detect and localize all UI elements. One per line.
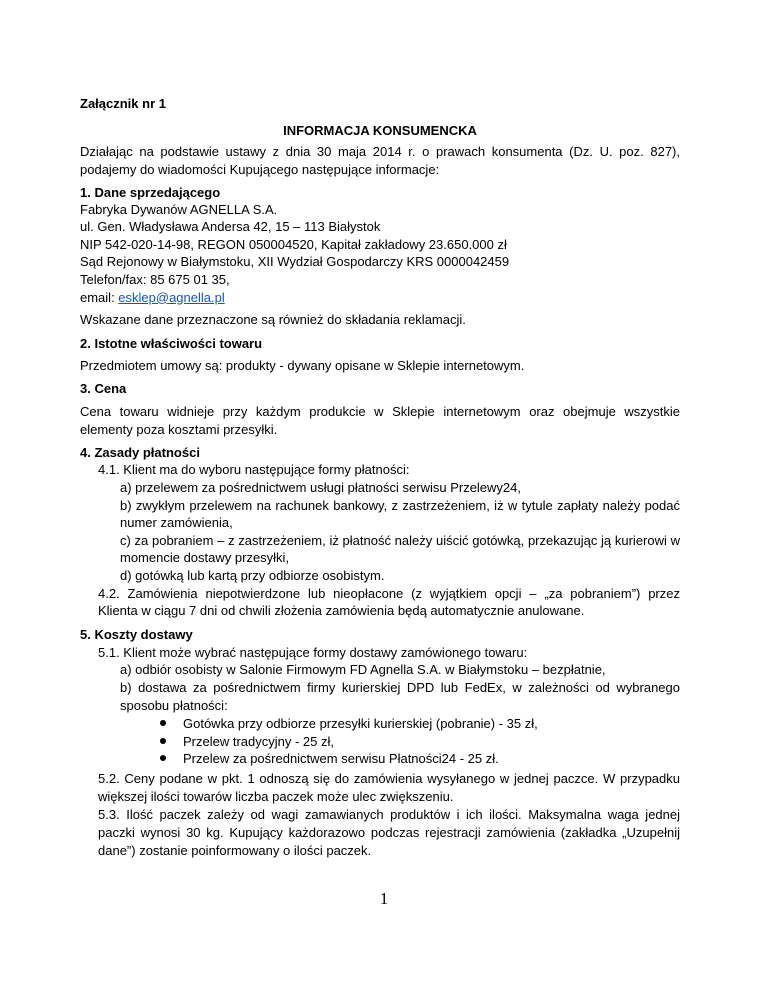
delivery-option-cont: sposobu płatności: <box>120 697 228 713</box>
page-number: 1 <box>379 889 389 909</box>
bullet-item: Przelew za pośrednictwem serwisu Płatności24 - 25 zł. <box>183 751 499 767</box>
section-heading-properties: 2. Istotne właściwości towaru <box>80 336 263 351</box>
payment-option: c) za pobraniem – z zastrzeżeniem, iż płatność należy uiścić gotówką, przekazując ją kurierowi w <box>120 532 680 548</box>
seller-note: Wskazane dane przeznaczone są również do składania reklamacji. <box>80 312 466 327</box>
seller-line: NIP 542-020-14-98, REGON 050004520, Kapitał zakładowy 23.650.000 zł <box>80 236 507 252</box>
payment-point: 4.2. Zamówienia niepotwierdzone lub nieopłacone (z wyjątkiem opcji – „za pobraniem”) przez <box>98 585 680 601</box>
seller-line: Telefon/fax: 85 675 01 35, <box>80 272 230 287</box>
seller-email-line <box>80 290 225 306</box>
section-heading-delivery: 5. Koszty dostawy <box>80 627 193 643</box>
intro-line: Działając na podstawie ustawy z dnia 30 maja 2014 r. o prawach konsumenta (Dz. U. poz. 827), <box>80 144 680 159</box>
payment-option: d) gotówką lub kartą przy odbiorze osobistym. <box>120 568 385 583</box>
delivery-point: 5.2. Ceny podane w pkt. 1 odnoszą się do zamówienia wysyłanego w jednej paczce. W przypadku <box>98 771 680 787</box>
delivery-point-cont: większej ilości towarów liczba paczek może ulec zwiększeniu. <box>98 789 454 805</box>
section-heading-payment: 4. Zasady płatności <box>80 444 200 460</box>
payment-option-cont: momencie dostawy przesyłki, <box>120 550 290 566</box>
bullet-item: Gotówka przy odbiorze przesyłki kurierskiej (pobranie) - 35 zł, <box>183 716 538 731</box>
payment-option: a) przelewem za pośrednictwem usługi płatności serwisu Przelewy24, <box>120 480 522 495</box>
payment-point-cont: Klienta w ciągu 7 dni od chwili złożenia zamówienia będą automatycznie anulowane. <box>98 603 585 619</box>
section-heading-seller: 1. Dane sprzedającego <box>80 184 221 200</box>
price-line: elementy poza kosztami przesyłki. <box>80 421 278 437</box>
price-line: Cena towaru widnieje przy każdym produkcie w Sklepie internetowym oraz obejmuje wszystkie <box>80 404 680 419</box>
payment-point: 4.1. Klient ma do wyboru następujące formy płatności: <box>98 462 410 478</box>
bullet-icon <box>160 738 166 744</box>
properties-text: Przedmiotem umowy są: produkty - dywany opisane w Sklepie internetowym. <box>80 358 525 374</box>
email-link[interactable]: esklep@agnella.pl <box>118 289 225 305</box>
delivery-option: b) dostawa za pośrednictwem firmy kurierskiej DPD lub FedEx, w zależności od wybranego <box>120 680 680 695</box>
bullet-icon <box>160 755 166 761</box>
section-heading-price: 3. Cena <box>80 380 127 396</box>
payment-option: b) zwykłym przelewem na rachunek bankowy, z zastrzeżeniem, iż w tytule zapłaty należy podać <box>120 497 680 513</box>
seller-line: ul. Gen. Władysława Andersa 42, 15 – 113 Białystok <box>80 219 381 235</box>
bullet-icon <box>160 720 166 726</box>
delivery-option: a) odbiór osobisty w Salonie Firmowym FD Agnella S.A. w Białymstoku – bezpłatnie, <box>120 662 606 678</box>
annex-label: Załącznik nr 1 <box>80 96 166 111</box>
bullet-item: Przelew tradycyjny - 25 zł, <box>183 733 334 749</box>
delivery-point-cont: dane”) zostanie poinformowany o ilości paczek. <box>98 843 372 859</box>
payment-option-cont: numer zamówienia, <box>120 515 233 531</box>
delivery-point: 5.3. Ilość paczek zależy od wagi zamawianych produktów i ich ilości. Maksymalna waga jednej <box>98 807 680 823</box>
intro-line: podajemy do wiadomości Kupującego następujące informacje: <box>80 161 440 177</box>
seller-line: Fabryka Dywanów AGNELLA S.A. <box>80 201 278 217</box>
document-title: INFORMACJA KONSUMENCKA <box>283 123 477 139</box>
delivery-point-cont: paczki wynosi 30 kg. Kupujący każdorazowo podczas rejestracji zamówienia (zakładka „Uzupełnij <box>98 825 680 841</box>
delivery-point: 5.1. Klient może wybrać następujące formy dostawy zamówionego towaru: <box>98 644 528 660</box>
seller-line: Sąd Rejonowy w Białymstoku, XII Wydział Gospodarczy KRS 0000042459 <box>80 254 510 270</box>
email-label: email: <box>80 289 119 305</box>
